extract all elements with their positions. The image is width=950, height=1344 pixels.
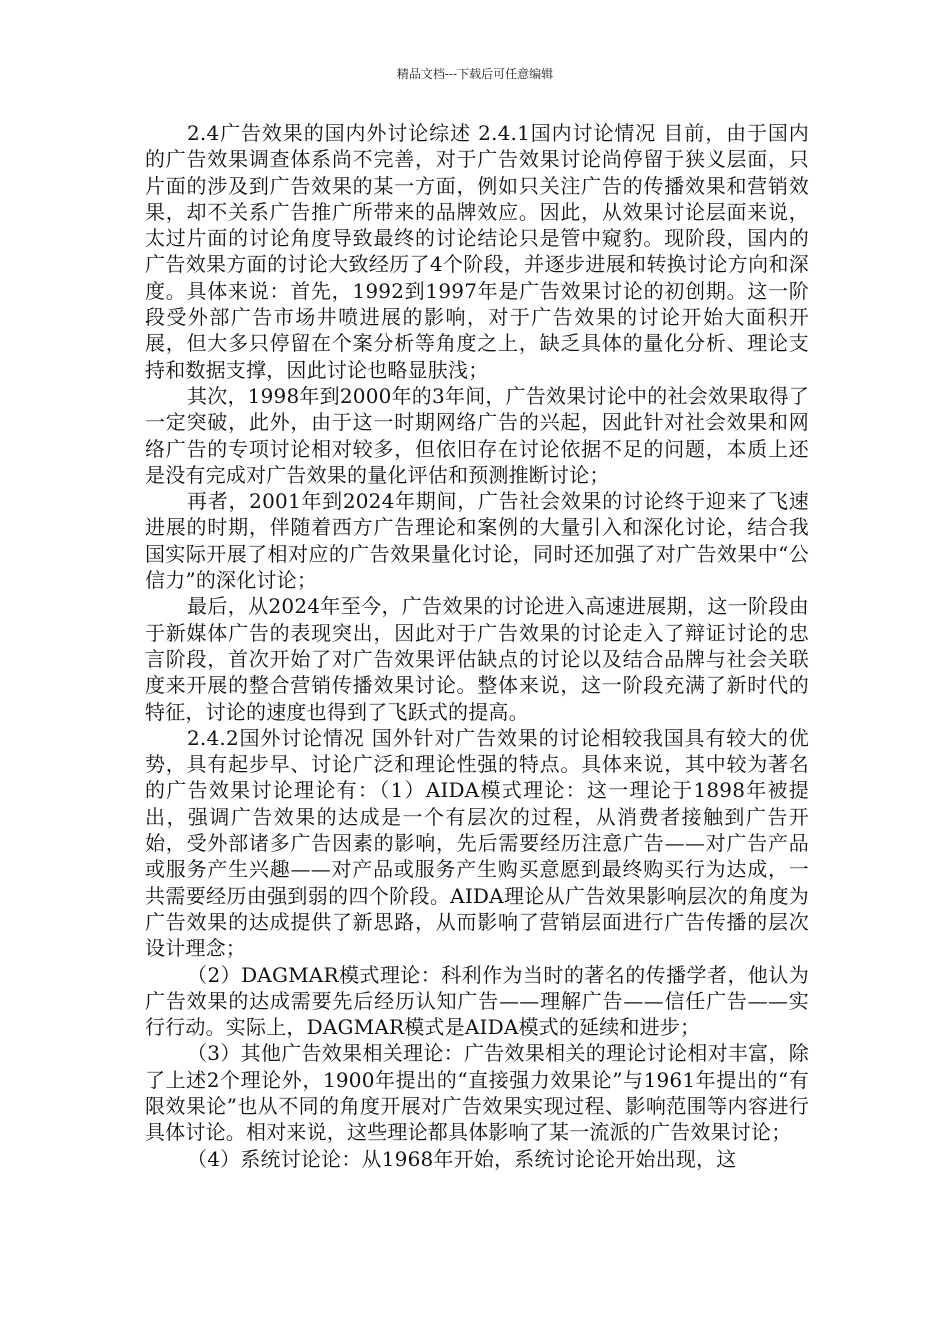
paragraph-system-theory: （4）系统讨论论：从1968年开始，系统讨论论开始出现，这	[187, 1146, 737, 1171]
paragraph-foreign-overview: 2.4.2国外讨论情况 国外针对广告效果的讨论相较我国具有较大的优势，具有起步早、讨论广泛和理论性强的特点。具体来说，其中较为著名的广告效果讨论理论有：（1）AIDA模式理论：这一理论于1898年被提出，强调广告效果的达成是一个有层次的过程，从消费者接触到广告开始，受外部诸多广告因素的影响，先后需要经历注意广告——对广告产品或服务产生兴趣——对产品或服务产生购买意愿到最终购买行为达成，一共需要经历由强到弱的四个阶段。AIDA理论从广告效果影响层次的角度为广告效果的达成提供了新思路，从而影响了营销层面进行广告传播的层次设计理念；	[145, 725, 809, 961]
paragraph-domestic-overview: 2.4广告效果的国内外讨论综述 2.4.1国内讨论情况 目前，由于国内的广告效果调查体系尚不完善，对于广告效果讨论尚停留于狭义层面，只片面的涉及到广告效果的某一方面，例如只关注广告的传播效果和营销效果，却不关系广告推广所带来的品牌效应。因此，从效果讨论层面来说，太过片面的讨论角度导致最终的讨论结论只是管中窥豹。现阶段，国内的广告效果方面的讨论大致经历了4个阶段，并逐步进展和转换讨论方向和深度。具体来说：首先，1992到1997年是广告效果讨论的初创期。这一阶段受外部广告市场井喷进展的影响，对于广告效果的讨论开始大面积开展，但大多只停留在个案分析等角度之上，缺乏具体的量化分析、理论支持和数据支撑，因此讨论也略显肤浅；	[145, 121, 809, 382]
paragraph-fourth-stage: 最后，从2024年至今，广告效果的讨论进入高速进展期，这一阶段由于新媒体广告的表现突出，因此对于广告效果的讨论走入了辩证讨论的忠言阶段，首次开始了对广告效果评估缺点的讨论以及结合品牌与社会关联度来开展的整合营销传播效果讨论。整体来说，这一阶段充满了新时代的特征，讨论的速度也得到了飞跃式的提高。	[145, 594, 809, 724]
page-header: 精品文档---下载后可任意编辑	[396, 67, 554, 81]
paragraph-dagmar: （2）DAGMAR模式理论：科利作为当时的著名的传播学者，他认为广告效果的达成需要先后经历认知广告——理解广告——信任广告——实行行动。实际上，DAGMAR模式是AIDA模式的延续和进步；	[145, 962, 809, 1040]
document-body	[145, 120, 809, 1172]
paragraph-other-theories: （3）其他广告效果相关理论：广告效果相关的理论讨论相对丰富，除了上述2个理论外，1900年提出的“直接强力效果论”与1961年提出的“有限效果论”也从不同的角度开展对广告效果实现过程、影响范围等内容进行具体讨论。相对来说，这些理论都具体影响了某一流派的广告效果讨论；	[145, 1041, 809, 1145]
paragraph-second-stage: 其次，1998年到2000年的3年间，广告效果讨论中的社会效果取得了一定突破，此外，由于这一时期网络广告的兴起，因此针对社会效果和网络广告的专项讨论相对较多，但依旧存在讨论依据不足的问题，本质上还是没有完成对广告效果的量化评估和预测推断讨论；	[145, 383, 809, 487]
paragraph-third-stage: 再者，2001年到2024年期间，广告社会效果的讨论终于迎来了飞速进展的时期，伴随着西方广告理论和案例的大量引入和深化讨论，结合我国实际开展了相对应的广告效果量化讨论，同时还加强了对广告效果中“公信力”的深化讨论；	[145, 489, 809, 593]
